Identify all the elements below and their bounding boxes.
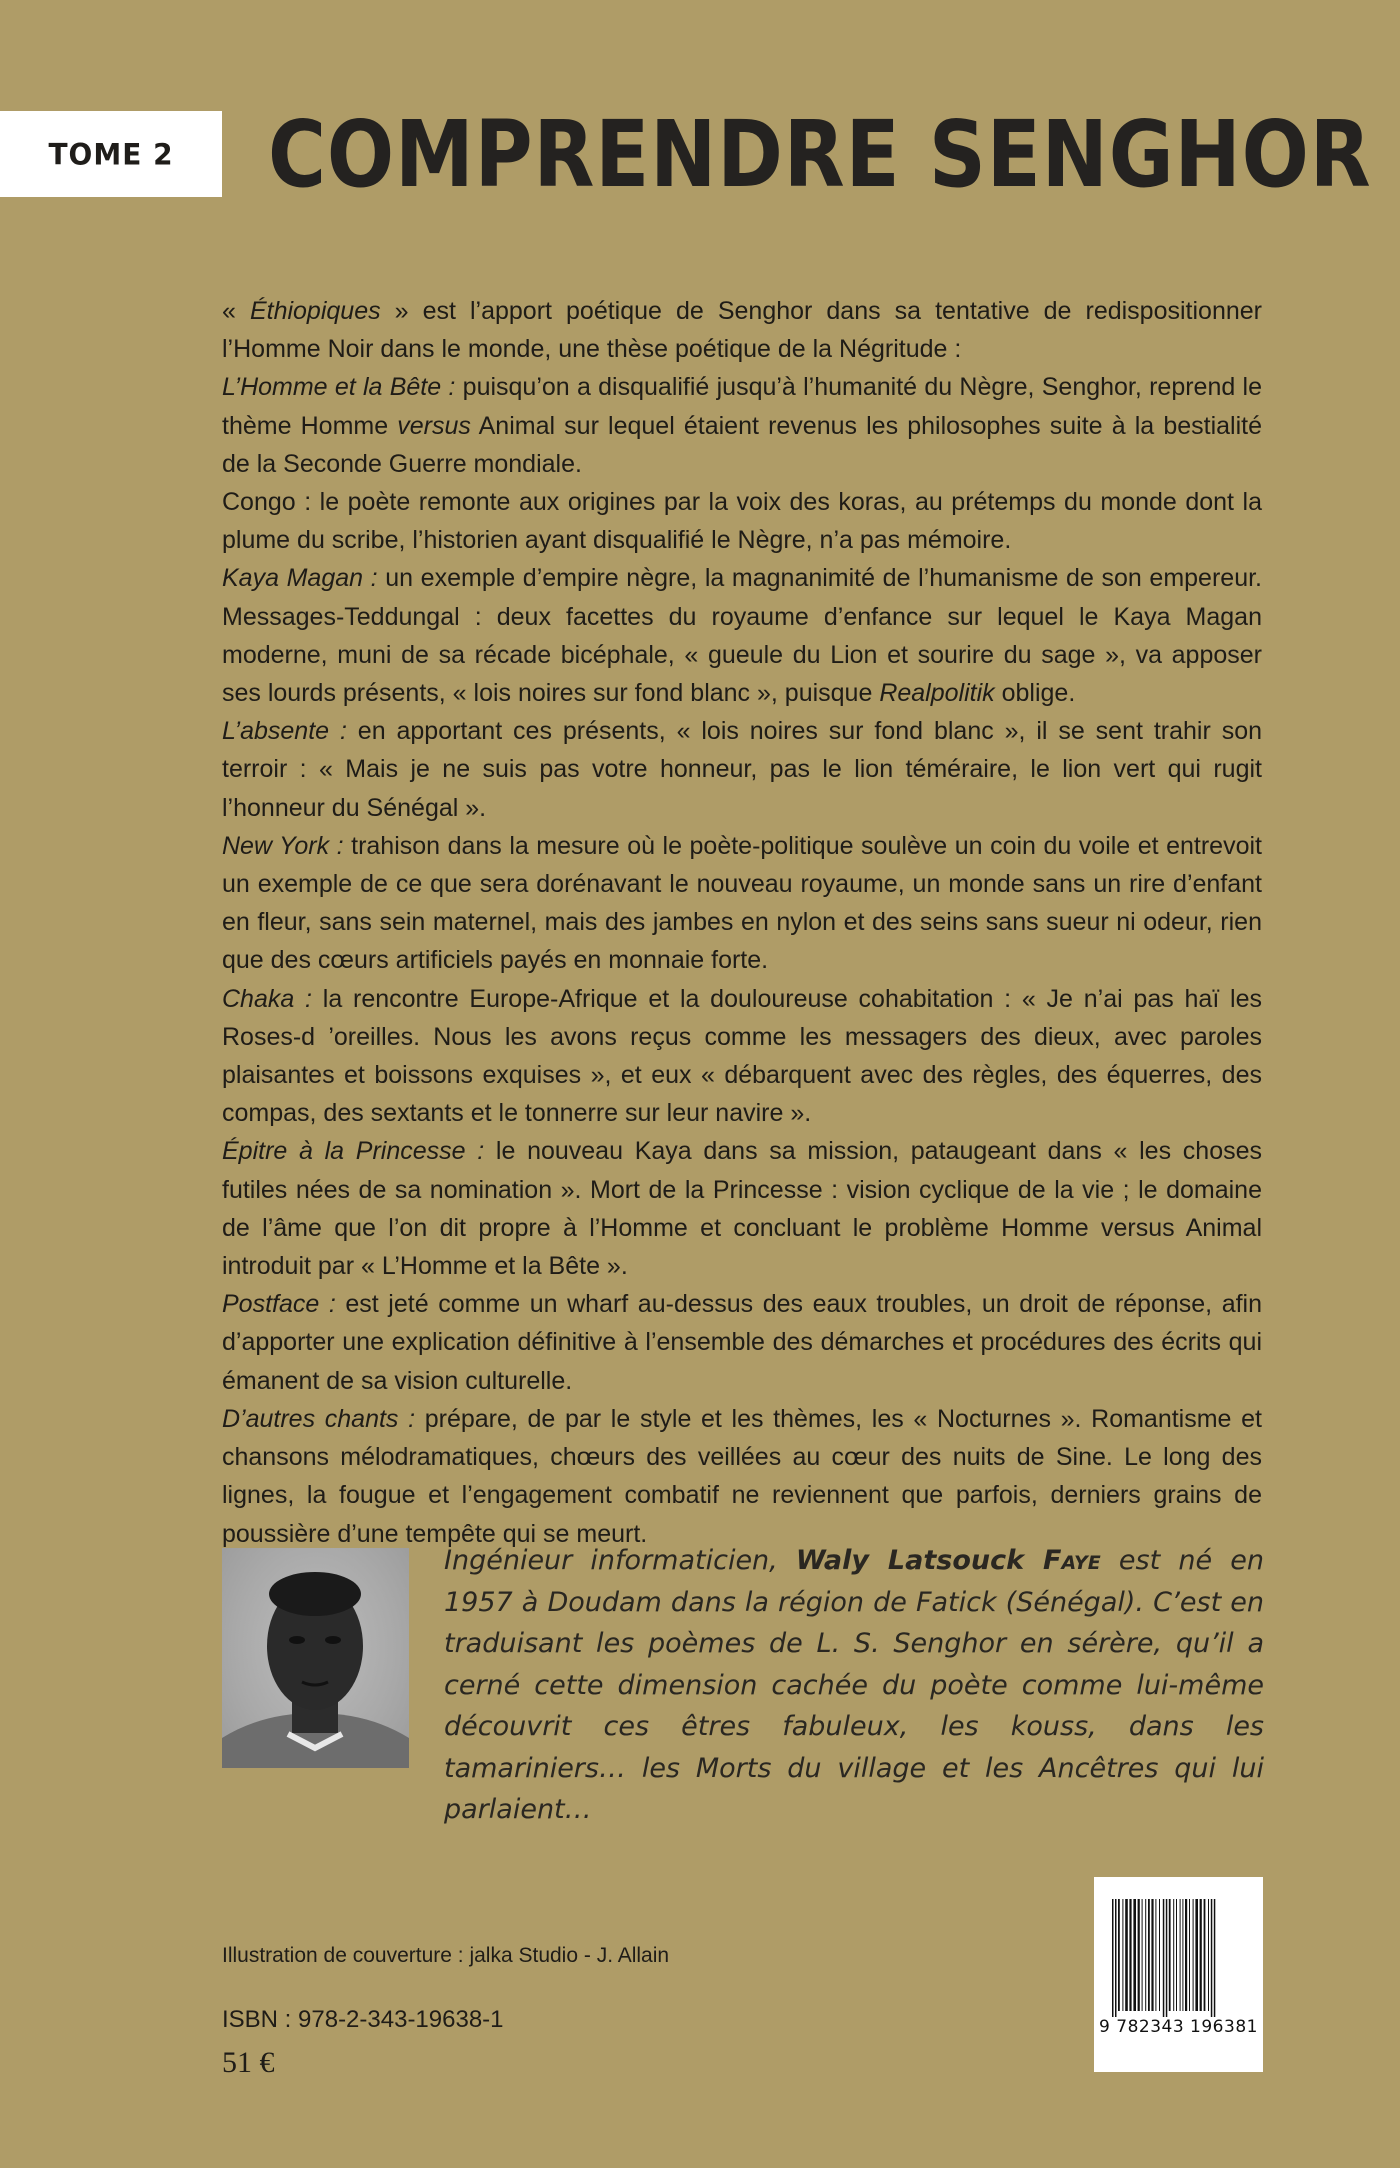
barcode-bar bbox=[1182, 1899, 1183, 2011]
summary-paragraph: L’Homme et la Bête : puisqu’on a disqualifié jusqu’à l’humanité du Nègre, Senghor, reprend le thème Homme versus Animal sur lequel étaient revenus les philosophes suite à la bestialité de la Seconde Guerre mondiale. bbox=[222, 373, 1263, 478]
barcode-bar bbox=[1115, 1899, 1117, 2017]
barcode-bars bbox=[1094, 1877, 1263, 2017]
isbn-text: ISBN : 978-2-343-19638-1 bbox=[222, 2006, 504, 2033]
barcode-bar bbox=[1163, 1899, 1165, 2017]
barcode-bar bbox=[1159, 1899, 1160, 2011]
barcode-bar bbox=[1166, 1899, 1168, 2017]
barcode-bar bbox=[1214, 1899, 1216, 2017]
barcode-bar bbox=[1125, 1899, 1128, 2011]
author-portrait-icon bbox=[222, 1548, 409, 1768]
barcode-bar bbox=[1145, 1899, 1146, 2011]
barcode-bar bbox=[1176, 1899, 1177, 2011]
barcode-bar bbox=[1112, 1899, 1114, 2017]
barcode-bar bbox=[1200, 1899, 1202, 2011]
barcode-bar bbox=[1148, 1899, 1150, 2011]
barcode-bar bbox=[1169, 1899, 1171, 2011]
barcode-bar bbox=[1204, 1899, 1206, 2011]
tome-badge bbox=[0, 111, 222, 197]
barcode-bar bbox=[1142, 1899, 1143, 2011]
barcode-bar bbox=[1185, 1899, 1187, 2011]
barcode-bar bbox=[1155, 1899, 1156, 2011]
summary-paragraph: Épitre à la Princesse : le nouveau Kaya dans sa mission, pataugeant dans « les choses futiles nées de sa nomination ». Mort de la Princesse : vision cyclique de la vie ; le domaine de l’âme que l’on dit propre à l’Homme et concluant le problème Homme versus Animal introduit par « L’Homme et la Bête ». bbox=[222, 1137, 1262, 1281]
barcode-bar bbox=[1211, 1899, 1213, 2017]
barcode-bar bbox=[1133, 1899, 1136, 2011]
book-title: COMPRENDRE SENGHOR bbox=[268, 101, 1372, 208]
author-bio: Ingénieur informaticien, Waly Latsouck Faye est né en 1957 à Doudam dans la région de Fatick (Sénégal). C’est en traduisant les poèmes de L. S. Senghor en sérère, qu’il a cerné cette dimension cachée du poète comme lui-même découvrit ces êtres fabuleux, les kouss, dans les tamariniers… les Morts du village et les Ancêtres qui lui parlaient… bbox=[444, 1545, 1264, 1825]
summary-paragraph: Chaka : la rencontre Europe-Afrique et la douloureuse cohabitation : « Je n’ai pas haï les Roses-d ’oreilles. Nous les avons reçus comme les messagers des dieux, avec paroles plaisantes et boissons exquises », et eux « débarquent avec des règles, des équerres, des compas, des sextants et le tonnerre sur leur navire ». bbox=[222, 984, 1262, 1128]
summary-paragraph: Postface : est jeté comme un wharf au-dessus des eaux troubles, un droit de réponse, afin d’apporter une explication définitive à l’ensemble des démarches et procédures des écrits qui émanent de sa vision culturelle. bbox=[222, 1290, 1262, 1395]
barcode-bar bbox=[1189, 1899, 1190, 2011]
barcode-bar bbox=[1118, 1899, 1120, 2011]
barcode-bar bbox=[1195, 1899, 1198, 2011]
summary-paragraph: L’absente : en apportant ces présents, « lois noires sur fond blanc », il se sent trahir son terroir : « Mais je ne suis pas votre honneur, pas le lion téméraire, le lion vert qui rugit l’honneur du Sénégal ». bbox=[222, 717, 1262, 822]
barcode-bar bbox=[1129, 1899, 1131, 2011]
summary-text bbox=[222, 292, 1262, 1553]
price-text: 51 € bbox=[222, 2046, 275, 2079]
barcode-bar bbox=[1208, 1899, 1209, 2011]
barcode-bar bbox=[1173, 1899, 1174, 2011]
barcode-bar bbox=[1193, 1899, 1194, 2011]
barcode-bar bbox=[1138, 1899, 1140, 2011]
barcode-bar bbox=[1180, 1899, 1181, 2011]
summary-paragraph: D’autres chants : prépare, de par le style et les thèmes, les « Nocturnes ». Romantisme et chansons mélodramatiques, chœurs des veillées au cœur des nuits de Sine. Le long des lignes, la fougue et l’engagement combatif ne reviennent que parfois, derniers grains de poussière d’une tempête qui se meurt. bbox=[222, 1404, 1262, 1548]
barcode bbox=[1094, 1877, 1263, 2072]
barcode-bar bbox=[1151, 1899, 1153, 2011]
summary-paragraph: New York : trahison dans la mesure où le poète-politique soulève un coin du voile et entrevoit un exemple de ce que sera dorénavant le nouveau royaume, un monde sans un rire d’enfant en fleur, sans sein maternel, mais des jambes en nylon et des seins sans sueur ni odeur, rien que des cœurs artificiels payés en monnaie forte. bbox=[222, 831, 1262, 975]
summary-paragraph: Congo : le poète remonte aux origines par la voix des koras, au prétemps du monde dont la plume du scribe, l’historien ayant disqualifié le Nègre, n’a pas mémoire. bbox=[222, 488, 1262, 555]
tome-label: TOME 2 bbox=[48, 136, 174, 172]
summary-paragraph: Kaya Magan : un exemple d’empire nègre, la magnanimité de l’humanisme de son empereur. Messages-Teddungal : deux facettes du royaume d’enfance sur lequel le Kaya Magan moderne, muni de sa récade bicéphale, « gueule du Lion et sourire du sage », va apposer ses lourds présents, « lois noires sur fond blanc », puisque Realpolitik oblige. bbox=[222, 564, 1262, 708]
cover-credit: Illustration de couverture : jalka Studio - J. Allain bbox=[222, 1944, 670, 1967]
barcode-digits: 9 782343 196381 bbox=[1099, 2017, 1258, 2037]
author-photo bbox=[222, 1548, 409, 1768]
summary-paragraph: « Éthiopiques » est l’apport poétique de Senghor dans sa tentative de redispositionner l’Homme Noir dans le monde, une thèse poétique de la Négritude : bbox=[222, 297, 1262, 364]
barcode-bar bbox=[1122, 1899, 1123, 2011]
